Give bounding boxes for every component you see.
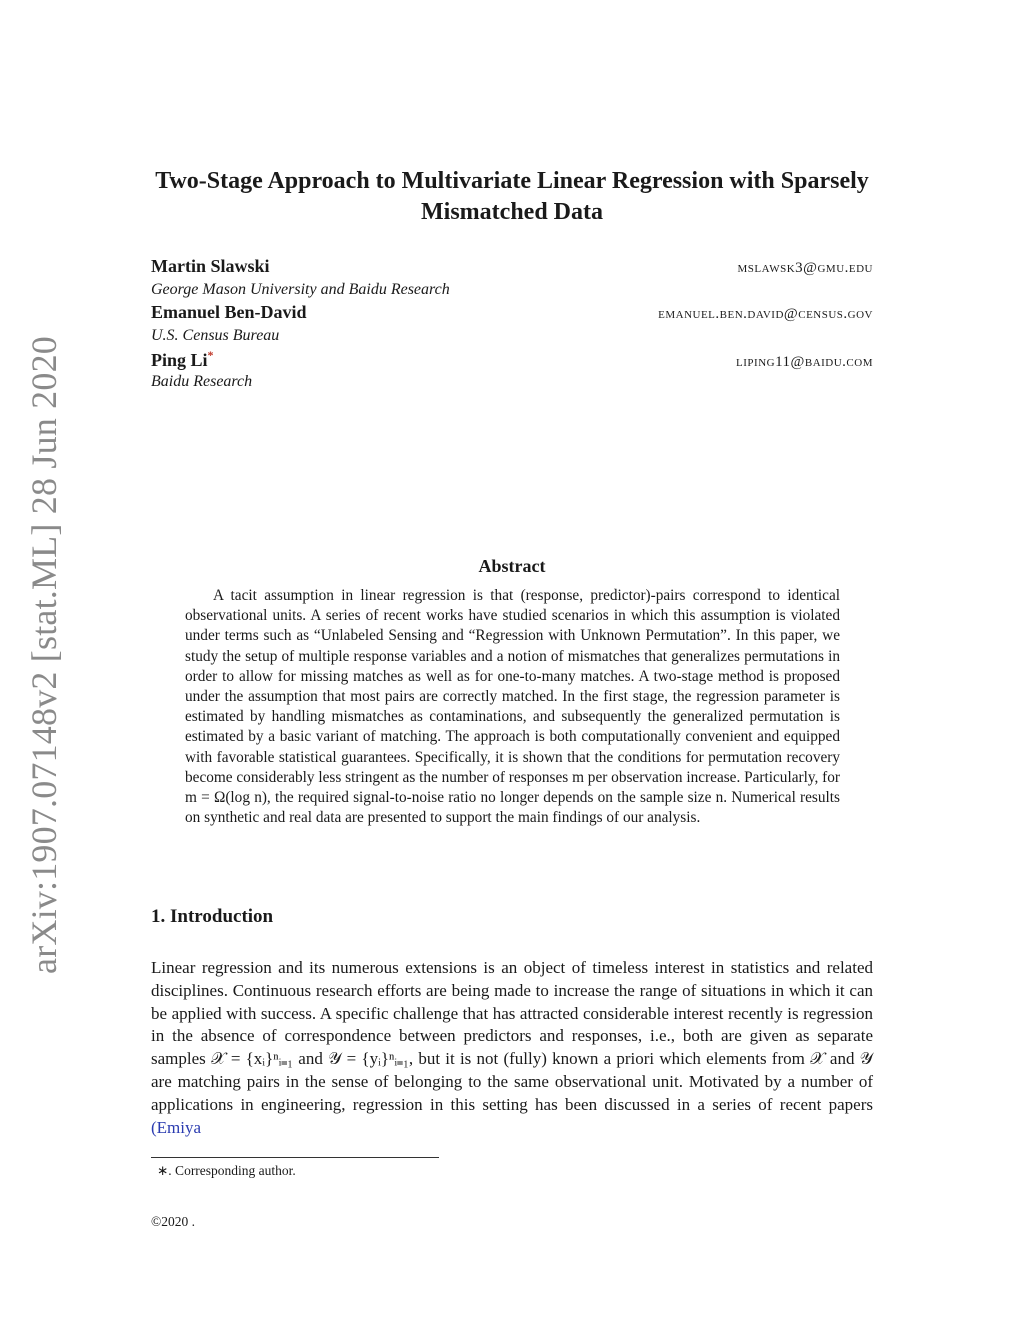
abstract-heading: Abstract: [478, 556, 546, 576]
section-heading-introduction: 1. Introduction: [151, 906, 274, 927]
citation-link[interactable]: (Emiya: [151, 1117, 202, 1137]
author-block-2: [151, 302, 873, 347]
copyright-notice: ©2020 .: [151, 1214, 196, 1229]
author-email[interactable]: liping11@baidu.com: [736, 354, 873, 370]
author-name: Ping Li: [151, 350, 208, 370]
author-affiliation: U.S. Census Bureau: [151, 327, 280, 344]
footnote: ∗. Corresponding author.: [157, 1163, 296, 1178]
introduction-body: [151, 957, 873, 1139]
author-email[interactable]: mslawsk3@gmu.edu: [737, 260, 873, 276]
abstract-body: A tacit assumption in linear regression is that (response, predictor)-pairs correspond to identical observational units. A series of recent works have studied scenarios in which this assumption is violated under terms such as “Unlabeled Sensing and “Regression with Unknown Permutation”. In this paper, we study the setup of multiple response variables and a notion of mismatches that generalizes permutations in order to allow for missing matches as well as for one-to-many matches. A two-stage method is proposed under the assumption that most pairs are correctly matched. In the first stage, the regression parameter is estimated by handling mismatches as contaminations, and subsequently the generalized permutation is estimated by a basic variant of matching. The approach is both computationally convenient and equipped with favorable statistical guarantees. Specifically, it is shown that the conditions for permutation recovery become considerably less stringent as the number of responses m per observation increase. Particularly, for m = Ω(log n), the required signal-to-noise ratio no longer depends on the sample size n. Numerical results on synthetic and real data are presented to support the main findings of our analysis.: [185, 587, 840, 827]
author-name-with-marker: [151, 348, 214, 371]
author-email[interactable]: emanuel.ben.david@census.gov: [658, 306, 873, 322]
corresponding-author-marker[interactable]: *: [207, 348, 214, 362]
author-block-1: [151, 256, 873, 301]
author-block-3: [151, 348, 873, 393]
author-name: Martin Slawski: [151, 256, 270, 276]
introduction-text: Linear regression and its numerous extensions is an object of timeless interest in statistics and related disciplines. Continuous research efforts are being made to increase the range of situations in which it can be applied with success. A specific challenge that has attracted considerable interest recently is regression in the absence of correspondence between predictors and responses, i.e., both are given as separate samples 𝒳 = {xᵢ}ⁿᵢ₌₁ and 𝒴 = {yᵢ}ⁿᵢ₌₁, but it is not (fully) known a priori which elements from 𝒳 and 𝒴 are matching pairs in the sense of belonging to the same observational unit. Motivated by a number of applications in engineering, regression in this setting has been discussed in a series of recent papers: [151, 958, 873, 1114]
arxiv-stamp-text: arXiv:1907.07148v2 [stat.ML] 28 Jun 2020: [24, 336, 65, 974]
arxiv-stamp: [20, 336, 68, 974]
author-affiliation: George Mason University and Baidu Research: [151, 281, 450, 298]
author-affiliation: Baidu Research: [151, 373, 253, 390]
footnote-divider: [151, 1157, 439, 1158]
paper-title: Two-Stage Approach to Multivariate Linear Regression with Sparsely Mismatched Data: [155, 168, 869, 225]
author-name: Emanuel Ben-David: [151, 302, 307, 322]
